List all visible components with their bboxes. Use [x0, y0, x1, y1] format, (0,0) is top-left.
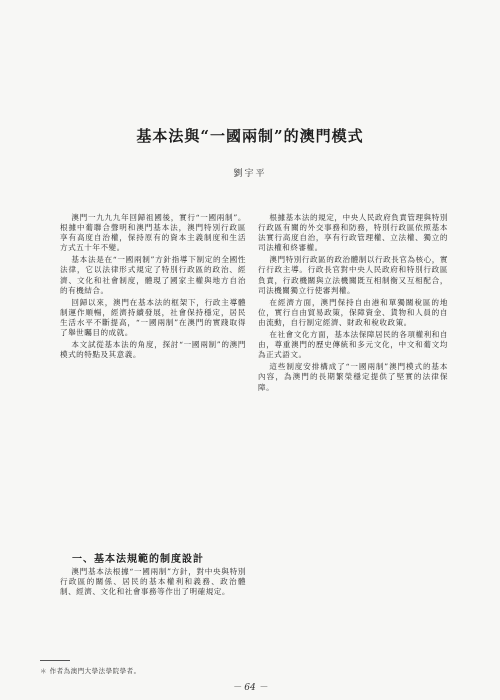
body-paragraph: 在經濟方面，澳門保持自由港和單獨關稅區的地位，實行自由貿易政策，保障資金、貨物和人員的自由流動，自行制定經濟、財政和稅收政策。	[258, 297, 448, 327]
right-column	[258, 213, 448, 395]
body-paragraph: 本文試從基本法的角度，探討“一國兩制”的澳門模式的特點及其意義。	[60, 340, 246, 360]
left-column-lower	[60, 567, 246, 599]
body-paragraph: 澳門特別行政區的政治體制以行政長官為核心，實行行政主導。行政長官對中央人民政府和特別行政區負責，行政機關與立法機關既互相制衡又互相配合，司法機關獨立行使審判權。	[258, 255, 448, 295]
body-paragraph: 基本法是在“一國兩制”方針指導下制定的全國性法律，它以法律形式規定了特別行政區的政治、經濟、文化和社會制度，體現了國家主權與地方自治的有機結合。	[60, 255, 246, 295]
article-author: 劉宇平	[233, 169, 267, 179]
left-column	[60, 213, 246, 362]
body-paragraph: 根據基本法的規定，中央人民政府負責管理與特別行政區有關的外交事務和防務，特別行政區依照基本法實行高度自治，享有行政管理權、立法權、獨立的司法權和終審權。	[258, 213, 448, 253]
body-paragraph: 澳門一九九九年回歸祖國後，實行“一國兩制”。根據中葡聯合聲明和澳門基本法，澳門特別行政區享有高度自治權，保持原有的資本主義制度和生活方式五十年不變。	[60, 213, 246, 253]
body-paragraph: 澳門基本法根據“一國兩制”方針，對中央與特別行政區的關係、居民的基本權利和義務、政治體制、經濟、文化和社會事務等作出了明確規定。	[60, 567, 246, 597]
section-heading: 一、基本法規範的制度設計	[72, 554, 204, 565]
body-paragraph: 回歸以來，澳門在基本法的框架下，行政主導體制運作順暢，經濟持續發展，社會保持穩定，居民生活水平不斷提高，“一國兩制”在澳門的實踐取得了舉世矚目的成就。	[60, 297, 246, 338]
body-paragraph: 在社會文化方面，基本法保障居民的各項權利和自由，尊重澳門的歷史傳統和多元文化，中文和葡文均為正式語文。	[258, 330, 448, 360]
page-number: － 64 －	[232, 683, 268, 693]
body-paragraph: 這些制度安排構成了“一國兩制”澳門模式的基本內容，為澳門的長期繁榮穩定提供了堅實的法律保障。	[258, 362, 448, 392]
footnote-divider	[40, 660, 70, 661]
article-title: 基本法與“一國兩制”的澳門模式	[136, 127, 364, 145]
footnote: ＊ 作者為澳門大學法學院學者。	[40, 667, 141, 675]
